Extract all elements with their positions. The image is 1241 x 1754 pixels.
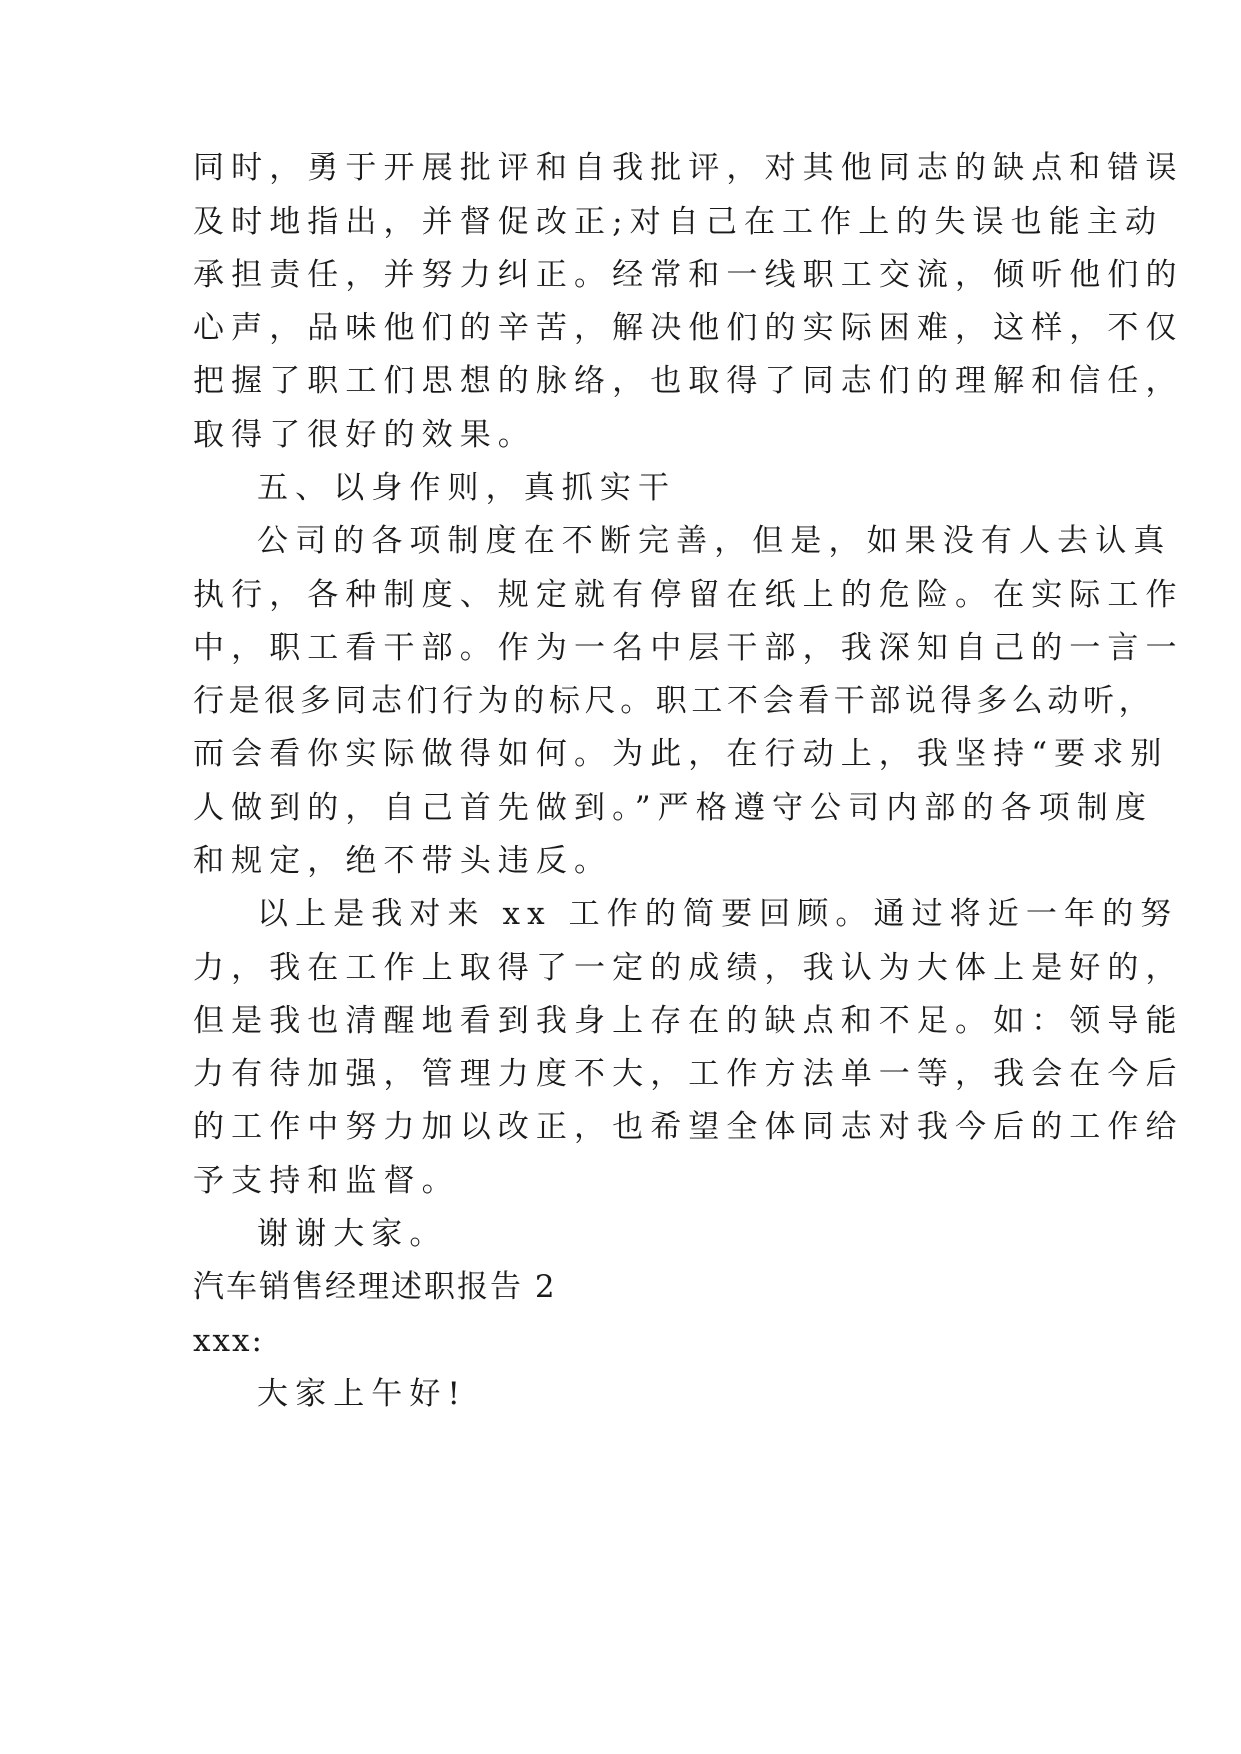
body-text-line: 承担责任，并努力纠正。经常和一线职工交流，倾听他们的	[193, 257, 1184, 293]
body-text-line: 予支持和监督。	[193, 1163, 460, 1199]
body-text-line: 及时地指出，并督促改正;对自己在工作上的失误也能主动	[193, 204, 1164, 240]
body-text-line: 力，我在工作上取得了一定的成绩，我认为大体上是好的，	[193, 950, 1184, 986]
salutation: xxx:	[193, 1323, 264, 1359]
body-text-line: 但是我也清醒地看到我身上存在的缺点和不足。如：领导能	[193, 1003, 1184, 1039]
body-text-line: 取得了很好的效果。	[193, 417, 536, 453]
report-title: 汽车销售经理述职报告 2	[193, 1269, 557, 1305]
body-text-line: 人做到的，自己首先做到。”严格遵守公司内部的各项制度	[193, 790, 1153, 826]
greeting: 大家上午好!	[257, 1376, 468, 1412]
body-text-line: 力有待加强，管理力度不大，工作方法单一等，我会在今后	[193, 1056, 1184, 1092]
body-text-line: 把握了职工们思想的脉络，也取得了同志们的理解和信任，	[193, 363, 1184, 399]
closing-thanks: 谢谢大家。	[257, 1216, 448, 1252]
body-text-line: 和规定，绝不带头违反。	[193, 843, 613, 879]
body-text-line: 的工作中努力加以改正，也希望全体同志对我今后的工作给	[193, 1109, 1184, 1145]
body-text-line: 执行，各种制度、规定就有停留在纸上的危险。在实际工作	[193, 577, 1184, 613]
paragraph-first-line: 以上是我对来 xx 工作的简要回顾。通过将近一年的努	[257, 896, 1179, 932]
body-text-line: 行是很多同志们行为的标尺。职工不会看干部说得多么动听，	[193, 683, 1155, 719]
body-text-line: 同时，勇于开展批评和自我批评，对其他同志的缺点和错误	[193, 150, 1184, 186]
body-text-line: 而会看你实际做得如何。为此，在行动上，我坚持“要求别	[193, 736, 1169, 772]
body-text-line: 心声，品味他们的辛苦，解决他们的实际困难，这样，不仅	[193, 310, 1184, 346]
section-heading: 五、以身作则，真抓实干	[257, 470, 677, 506]
paragraph-first-line: 公司的各项制度在不断完善，但是，如果没有人去认真	[257, 523, 1172, 559]
body-text-line: 中，职工看干部。作为一名中层干部，我深知自己的一言一	[193, 630, 1184, 666]
